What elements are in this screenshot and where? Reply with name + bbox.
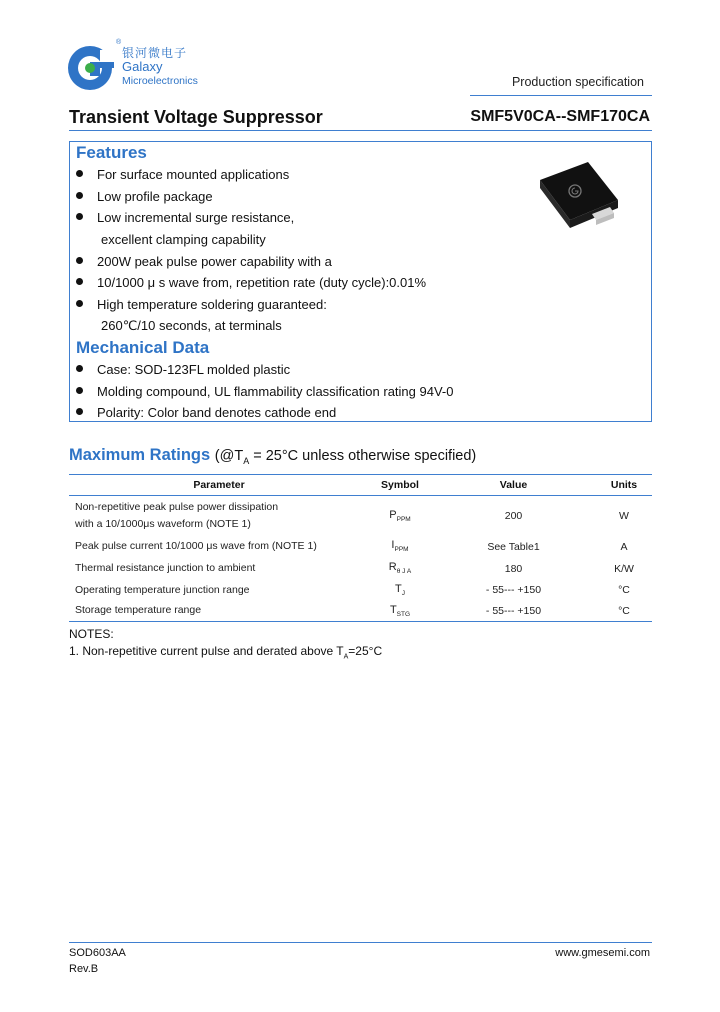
value-cell: See Table1: [487, 540, 540, 553]
sod123fl-package-icon: [530, 158, 622, 238]
bullet-icon: [76, 408, 83, 415]
unit-cell: W: [619, 509, 629, 522]
bullet-icon: [76, 192, 83, 199]
footer-rule: [69, 942, 652, 943]
symbol-cell: $T_{STG}$: [369, 601, 431, 622]
list-item: For surface mounted applications: [76, 167, 289, 183]
table-row: [69, 496, 652, 536]
part-number-range: SMF5V0CA--SMF170CA: [470, 108, 650, 125]
column-header: Units: [596, 475, 652, 496]
bullet-icon: [76, 278, 83, 285]
value-cell: - 55--- +150: [431, 601, 596, 622]
logo-chinese-name: 银河微电子: [122, 46, 188, 60]
column-header: Parameter: [69, 475, 369, 496]
param-cell: Storage temperature range: [69, 601, 369, 622]
list-item: Low profile package: [76, 189, 213, 205]
mechanical-heading: Mechanical Data: [76, 338, 210, 357]
column-header: Symbol: [369, 475, 431, 496]
symbol-cell: $T_J$: [395, 582, 405, 598]
unit-cell: °C: [618, 584, 630, 596]
note-1: 1. Non-repetitive current pulse and derated above $T_A=25^\circ C$: [69, 644, 383, 661]
list-item-continuation: 260℃/10 seconds, at terminals: [101, 318, 282, 333]
website-link[interactable]: www.gmesemi.com: [555, 947, 650, 959]
symbol-cell: $P_{PPM}$: [389, 508, 411, 523]
document-code: SOD603AA: [69, 947, 126, 959]
param-cell: Thermal resistance junction to ambient: [75, 562, 256, 574]
header-rule: [470, 95, 652, 96]
list-item: 10/1000 μ s wave from, repetition rate (duty cycle):0.01%: [76, 275, 426, 291]
unit-cell: °C: [596, 601, 652, 622]
bullet-icon: [76, 257, 83, 264]
param-cell: Non-repetitive peak pulse power dissipation with a 10/1000μs waveform (NOTE 1): [75, 500, 279, 530]
registered-mark: ®: [116, 39, 122, 46]
features-heading: Features: [76, 143, 147, 162]
list-item: High temperature soldering guaranteed:: [76, 297, 327, 313]
title-rule: [69, 130, 652, 131]
param-cell: Operating temperature junction range: [75, 583, 250, 596]
bullet-icon: [76, 365, 83, 372]
symbol-cell: $I_{PPM}$: [391, 539, 409, 554]
table-row: [69, 580, 652, 601]
document-type: Production specification: [511, 75, 644, 89]
value-cell: 200: [504, 509, 523, 522]
logo-subname: Microelectronics: [122, 75, 198, 87]
list-item: Case: SOD-123FL molded plastic: [76, 362, 290, 378]
list-item: Molding compound, UL flammability classification rating 94V-0: [76, 384, 453, 400]
bullet-icon: [76, 300, 83, 307]
value-cell: 180: [504, 562, 523, 575]
table-row: [69, 558, 652, 580]
ratings-table: [69, 474, 652, 622]
bullet-icon: [76, 213, 83, 220]
table-row: [69, 601, 652, 622]
page-title: Transient Voltage Suppressor: [69, 107, 323, 127]
unit-cell: A: [620, 540, 628, 553]
ratings-heading: Maximum Ratings ($@T_A = 25^\circ C$ unless otherwise specified): [69, 446, 477, 466]
symbol-cell: $R_{\theta J A}$: [388, 561, 412, 576]
bullet-icon: [76, 387, 83, 394]
list-item-continuation: excellent clamping capability: [101, 232, 266, 247]
list-item: Low incremental surge resistance,: [76, 210, 294, 226]
logo-name: Galaxy: [122, 59, 163, 74]
list-item: 200W peak pulse power capability with a: [76, 254, 332, 270]
value-cell: - 55--- +150: [485, 584, 542, 596]
galaxy-logo-icon: [66, 44, 114, 92]
revision: Rev.B: [69, 963, 99, 975]
column-header: Value: [431, 475, 596, 496]
bullet-icon: [76, 170, 83, 177]
notes-heading: NOTES:: [69, 627, 114, 641]
list-item: Polarity: Color band denotes cathode end: [76, 405, 336, 421]
param-cell: Peak pulse current 10/1000 μs wave from (NOTE 1): [75, 540, 317, 552]
table-row: [69, 536, 652, 558]
unit-cell: K/W: [614, 562, 634, 575]
